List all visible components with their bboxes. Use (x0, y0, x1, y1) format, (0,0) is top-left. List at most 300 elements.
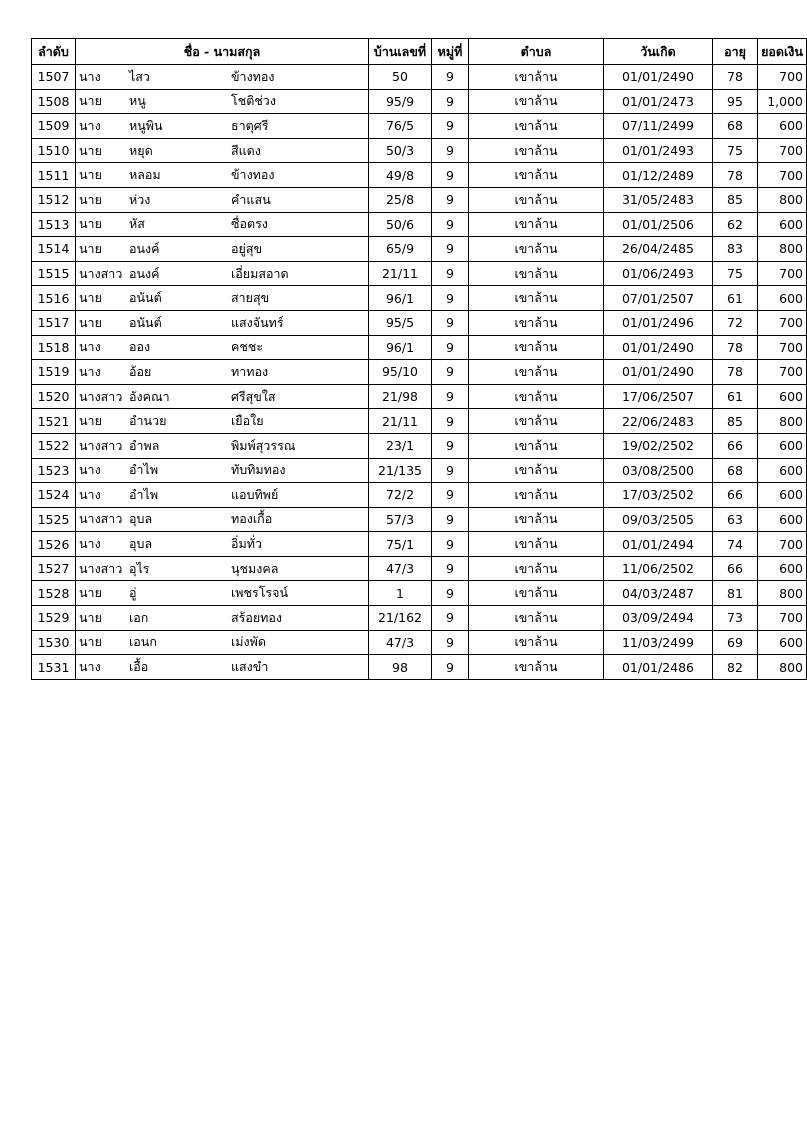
cell-no: 1531 (32, 655, 76, 680)
table-row (32, 335, 807, 360)
name-title: นาย (79, 240, 102, 256)
cell-no: 1507 (32, 65, 76, 90)
cell-house: 47/3 (369, 556, 432, 581)
cell-moo: 9 (432, 655, 469, 680)
name-title: นาง (79, 659, 101, 675)
cell-name (76, 606, 369, 631)
cell-no: 1520 (32, 384, 76, 409)
cell-tambon: เขาล้าน (469, 360, 604, 385)
name-title: นาย (79, 167, 102, 183)
last-name: พิมพ์สุวรรณ (231, 437, 296, 453)
last-name: แอบทิพย์ (231, 486, 279, 502)
first-name: หนูพิน (129, 117, 163, 133)
header-dob: วันเกิด (604, 39, 713, 65)
cell-no: 1515 (32, 261, 76, 286)
cell-house: 21/162 (369, 606, 432, 631)
cell-dob: 31/05/2483 (604, 187, 713, 212)
cell-tambon: เขาล้าน (469, 581, 604, 606)
cell-house: 21/135 (369, 458, 432, 483)
cell-tambon: เขาล้าน (469, 89, 604, 114)
table-row (32, 163, 807, 188)
cell-house: 21/98 (369, 384, 432, 409)
cell-amount: 700 (758, 532, 807, 557)
cell-dob: 09/03/2505 (604, 507, 713, 532)
last-name: โชติช่วง (231, 93, 276, 109)
cell-dob: 01/01/2490 (604, 335, 713, 360)
cell-age: 75 (713, 261, 758, 286)
cell-age: 68 (713, 458, 758, 483)
cell-name (76, 65, 369, 90)
table-row (32, 286, 807, 311)
header-amount: ยอดเงิน (758, 39, 807, 65)
cell-name (76, 532, 369, 557)
table-row (32, 458, 807, 483)
last-name: คชชะ (231, 339, 264, 355)
cell-dob: 17/03/2502 (604, 483, 713, 508)
last-name: ข้างทอง (231, 68, 275, 84)
cell-no: 1518 (32, 335, 76, 360)
cell-amount: 800 (758, 581, 807, 606)
first-name: อนงค์ (129, 265, 160, 281)
name-title: นางสาว (79, 437, 123, 453)
table-row (32, 65, 807, 90)
cell-amount: 600 (758, 507, 807, 532)
cell-tambon: เขาล้าน (469, 556, 604, 581)
cell-moo: 9 (432, 630, 469, 655)
last-name: สร้อยทอง (231, 609, 283, 625)
cell-name (76, 187, 369, 212)
cell-amount: 800 (758, 187, 807, 212)
last-name: เพชรโรจน์ (231, 585, 289, 601)
cell-name (76, 458, 369, 483)
first-name: อุบล (129, 536, 153, 552)
last-name: แสงจันทร์ (231, 314, 284, 330)
cell-house: 65/9 (369, 237, 432, 262)
cell-no: 1526 (32, 532, 76, 557)
cell-moo: 9 (432, 532, 469, 557)
cell-moo: 9 (432, 65, 469, 90)
cell-age: 85 (713, 187, 758, 212)
cell-dob: 04/03/2487 (604, 581, 713, 606)
table-row (32, 409, 807, 434)
cell-name (76, 286, 369, 311)
cell-amount: 600 (758, 286, 807, 311)
last-name: แสงขำ (231, 659, 269, 675)
cell-tambon: เขาล้าน (469, 409, 604, 434)
header-house: บ้านเลขที่ (369, 39, 432, 65)
cell-moo: 9 (432, 556, 469, 581)
cell-dob: 07/11/2499 (604, 114, 713, 139)
cell-age: 78 (713, 335, 758, 360)
table-row (32, 606, 807, 631)
cell-age: 85 (713, 409, 758, 434)
table-row (32, 532, 807, 557)
cell-moo: 9 (432, 433, 469, 458)
cell-name (76, 335, 369, 360)
cell-dob: 11/03/2499 (604, 630, 713, 655)
cell-no: 1516 (32, 286, 76, 311)
cell-age: 73 (713, 606, 758, 631)
cell-tambon: เขาล้าน (469, 237, 604, 262)
cell-age: 63 (713, 507, 758, 532)
name-title: นาง (79, 363, 101, 379)
cell-amount: 700 (758, 335, 807, 360)
cell-moo: 9 (432, 483, 469, 508)
cell-dob: 01/01/2506 (604, 212, 713, 237)
cell-age: 75 (713, 138, 758, 163)
cell-age: 69 (713, 630, 758, 655)
cell-house: 95/10 (369, 360, 432, 385)
first-name: ห่วง (129, 191, 151, 207)
cell-no: 1513 (32, 212, 76, 237)
cell-moo: 9 (432, 409, 469, 434)
name-title: นาย (79, 290, 102, 306)
beneficiary-table (31, 38, 807, 680)
first-name: อำพล (129, 437, 160, 453)
table-row (32, 556, 807, 581)
cell-dob: 01/06/2493 (604, 261, 713, 286)
cell-tambon: เขาล้าน (469, 335, 604, 360)
cell-moo: 9 (432, 163, 469, 188)
cell-amount: 600 (758, 483, 807, 508)
cell-house: 76/5 (369, 114, 432, 139)
cell-no: 1508 (32, 89, 76, 114)
first-name: อังคณา (129, 388, 170, 404)
cell-dob: 01/01/2496 (604, 310, 713, 335)
cell-age: 61 (713, 286, 758, 311)
cell-age: 66 (713, 433, 758, 458)
cell-dob: 01/01/2493 (604, 138, 713, 163)
cell-no: 1514 (32, 237, 76, 262)
cell-house: 98 (369, 655, 432, 680)
cell-name (76, 138, 369, 163)
cell-moo: 9 (432, 360, 469, 385)
cell-no: 1524 (32, 483, 76, 508)
cell-dob: 01/01/2490 (604, 65, 713, 90)
cell-house: 47/3 (369, 630, 432, 655)
cell-moo: 9 (432, 310, 469, 335)
name-title: นาย (79, 142, 102, 158)
cell-house: 95/9 (369, 89, 432, 114)
cell-amount: 700 (758, 163, 807, 188)
cell-moo: 9 (432, 581, 469, 606)
cell-amount: 800 (758, 237, 807, 262)
first-name: อู่ (129, 585, 137, 601)
cell-name (76, 507, 369, 532)
cell-no: 1521 (32, 409, 76, 434)
cell-house: 50/3 (369, 138, 432, 163)
cell-house: 50/6 (369, 212, 432, 237)
cell-house: 25/8 (369, 187, 432, 212)
cell-name (76, 237, 369, 262)
name-title: นาย (79, 216, 102, 232)
cell-house: 23/1 (369, 433, 432, 458)
first-name: ออง (129, 339, 151, 355)
cell-tambon: เขาล้าน (469, 65, 604, 90)
cell-dob: 11/06/2502 (604, 556, 713, 581)
cell-age: 62 (713, 212, 758, 237)
cell-age: 81 (713, 581, 758, 606)
cell-no: 1527 (32, 556, 76, 581)
table-row (32, 507, 807, 532)
cell-moo: 9 (432, 606, 469, 631)
cell-dob: 01/01/2486 (604, 655, 713, 680)
table-row (32, 89, 807, 114)
cell-name (76, 581, 369, 606)
name-title: นาย (79, 609, 102, 625)
cell-tambon: เขาล้าน (469, 655, 604, 680)
cell-moo: 9 (432, 261, 469, 286)
cell-dob: 26/04/2485 (604, 237, 713, 262)
cell-house: 96/1 (369, 335, 432, 360)
last-name: ทองเกื้อ (231, 511, 273, 527)
table-row (32, 360, 807, 385)
last-name: ทาทอง (231, 363, 269, 379)
cell-no: 1509 (32, 114, 76, 139)
last-name: เยือใย (231, 413, 264, 429)
cell-amount: 700 (758, 261, 807, 286)
first-name: อนงค์ (129, 240, 160, 256)
cell-name (76, 89, 369, 114)
cell-amount: 700 (758, 138, 807, 163)
table-row (32, 261, 807, 286)
cell-amount: 600 (758, 212, 807, 237)
last-name: เอี่ยมสอาด (231, 265, 289, 281)
table-row (32, 114, 807, 139)
cell-no: 1519 (32, 360, 76, 385)
name-title: นาง (79, 68, 101, 84)
cell-moo: 9 (432, 212, 469, 237)
cell-moo: 9 (432, 286, 469, 311)
last-name: ข้างทอง (231, 167, 275, 183)
cell-amount: 700 (758, 360, 807, 385)
name-title: นางสาว (79, 511, 123, 527)
first-name: หลอม (129, 167, 161, 183)
table-row (32, 483, 807, 508)
cell-no: 1528 (32, 581, 76, 606)
cell-moo: 9 (432, 335, 469, 360)
cell-house: 50 (369, 65, 432, 90)
cell-tambon: เขาล้าน (469, 458, 604, 483)
first-name: อ้อย (129, 363, 152, 379)
cell-dob: 03/08/2500 (604, 458, 713, 483)
cell-no: 1511 (32, 163, 76, 188)
last-name: เม่งพัด (231, 634, 266, 650)
cell-no: 1523 (32, 458, 76, 483)
header-no: ลำดับ (32, 39, 76, 65)
cell-house: 57/3 (369, 507, 432, 532)
cell-dob: 01/01/2490 (604, 360, 713, 385)
name-title: นาย (79, 585, 102, 601)
last-name: สีแดง (231, 142, 261, 158)
name-title: นางสาว (79, 560, 123, 576)
cell-name (76, 483, 369, 508)
cell-tambon: เขาล้าน (469, 606, 604, 631)
name-title: นาง (79, 536, 101, 552)
name-title: นาย (79, 413, 102, 429)
cell-no: 1512 (32, 187, 76, 212)
cell-dob: 01/01/2473 (604, 89, 713, 114)
first-name: อำไพ (129, 486, 159, 502)
cell-age: 78 (713, 163, 758, 188)
cell-age: 78 (713, 360, 758, 385)
first-name: ไสว (129, 68, 150, 84)
cell-amount: 700 (758, 606, 807, 631)
first-name: หนู (129, 93, 146, 109)
table-row (32, 581, 807, 606)
name-title: นาง (79, 339, 101, 355)
table-row (32, 138, 807, 163)
header-moo: หมู่ที่ (432, 39, 469, 65)
cell-no: 1522 (32, 433, 76, 458)
first-name: อนันต์ (129, 290, 162, 306)
last-name: ซื่อตรง (231, 216, 268, 232)
cell-amount: 800 (758, 409, 807, 434)
cell-tambon: เขาล้าน (469, 630, 604, 655)
cell-name (76, 630, 369, 655)
cell-name (76, 212, 369, 237)
cell-name (76, 556, 369, 581)
last-name: สายสุข (231, 290, 270, 306)
cell-tambon: เขาล้าน (469, 507, 604, 532)
last-name: นุชมงคล (231, 560, 279, 576)
table-row (32, 187, 807, 212)
cell-amount: 600 (758, 458, 807, 483)
first-name: อนันต์ (129, 314, 162, 330)
cell-dob: 01/12/2489 (604, 163, 713, 188)
name-title: นาย (79, 191, 102, 207)
last-name: ธาตุศรี (231, 117, 269, 133)
name-title: นางสาว (79, 388, 123, 404)
cell-moo: 9 (432, 114, 469, 139)
cell-tambon: เขาล้าน (469, 187, 604, 212)
cell-age: 83 (713, 237, 758, 262)
name-title: นาง (79, 486, 101, 502)
cell-name (76, 384, 369, 409)
cell-house: 49/8 (369, 163, 432, 188)
header-age: อายุ (713, 39, 758, 65)
cell-no: 1525 (32, 507, 76, 532)
cell-house: 96/1 (369, 286, 432, 311)
table-row (32, 310, 807, 335)
first-name: เอื้อ (129, 659, 149, 675)
cell-no: 1530 (32, 630, 76, 655)
cell-moo: 9 (432, 89, 469, 114)
cell-house: 72/2 (369, 483, 432, 508)
cell-name (76, 261, 369, 286)
cell-house: 1 (369, 581, 432, 606)
cell-name (76, 114, 369, 139)
first-name: อุไร (129, 560, 150, 576)
cell-tambon: เขาล้าน (469, 483, 604, 508)
cell-amount: 700 (758, 310, 807, 335)
cell-house: 21/11 (369, 261, 432, 286)
table-row (32, 212, 807, 237)
cell-moo: 9 (432, 138, 469, 163)
cell-amount: 800 (758, 655, 807, 680)
table-row (32, 384, 807, 409)
last-name: ศรีสุขใส (231, 388, 276, 404)
cell-tambon: เขาล้าน (469, 532, 604, 557)
table-row (32, 237, 807, 262)
cell-tambon: เขาล้าน (469, 114, 604, 139)
table-header-row (32, 39, 807, 65)
cell-house: 75/1 (369, 532, 432, 557)
first-name: อุบล (129, 511, 153, 527)
last-name: คำแสน (231, 191, 271, 207)
cell-amount: 600 (758, 433, 807, 458)
cell-dob: 07/01/2507 (604, 286, 713, 311)
header-name: ชื่อ - นามสกุล (76, 39, 369, 65)
first-name: อำไพ (129, 462, 159, 478)
table-row (32, 655, 807, 680)
cell-moo: 9 (432, 187, 469, 212)
cell-name (76, 163, 369, 188)
cell-tambon: เขาล้าน (469, 163, 604, 188)
cell-age: 74 (713, 532, 758, 557)
cell-dob: 17/06/2507 (604, 384, 713, 409)
table-row (32, 433, 807, 458)
first-name: อำนวย (129, 413, 167, 429)
cell-dob: 19/02/2502 (604, 433, 713, 458)
cell-tambon: เขาล้าน (469, 286, 604, 311)
cell-name (76, 310, 369, 335)
name-title: นาย (79, 634, 102, 650)
cell-name (76, 433, 369, 458)
cell-name (76, 360, 369, 385)
first-name: หัส (129, 216, 145, 232)
cell-tambon: เขาล้าน (469, 310, 604, 335)
cell-name (76, 409, 369, 434)
cell-amount: 600 (758, 556, 807, 581)
name-title: นาย (79, 314, 102, 330)
cell-amount: 600 (758, 384, 807, 409)
cell-house: 95/5 (369, 310, 432, 335)
name-title: นาย (79, 93, 102, 109)
header-tambon: ตำบล (469, 39, 604, 65)
cell-age: 68 (713, 114, 758, 139)
cell-dob: 22/06/2483 (604, 409, 713, 434)
cell-age: 66 (713, 556, 758, 581)
cell-amount: 600 (758, 114, 807, 139)
cell-name (76, 655, 369, 680)
cell-moo: 9 (432, 384, 469, 409)
cell-moo: 9 (432, 507, 469, 532)
cell-age: 66 (713, 483, 758, 508)
cell-age: 95 (713, 89, 758, 114)
cell-amount: 600 (758, 630, 807, 655)
first-name: หยุด (129, 142, 153, 158)
cell-moo: 9 (432, 237, 469, 262)
last-name: อิ่มทั่ว (231, 536, 263, 552)
cell-house: 21/11 (369, 409, 432, 434)
cell-no: 1529 (32, 606, 76, 631)
cell-amount: 1,000 (758, 89, 807, 114)
name-title: นาง (79, 117, 101, 133)
cell-tambon: เขาล้าน (469, 138, 604, 163)
cell-dob: 01/01/2494 (604, 532, 713, 557)
cell-dob: 03/09/2494 (604, 606, 713, 631)
last-name: อยู่สุข (231, 240, 263, 256)
cell-tambon: เขาล้าน (469, 261, 604, 286)
cell-age: 61 (713, 384, 758, 409)
cell-tambon: เขาล้าน (469, 384, 604, 409)
name-title: นาง (79, 462, 101, 478)
cell-no: 1517 (32, 310, 76, 335)
cell-age: 82 (713, 655, 758, 680)
cell-age: 78 (713, 65, 758, 90)
table-row (32, 630, 807, 655)
